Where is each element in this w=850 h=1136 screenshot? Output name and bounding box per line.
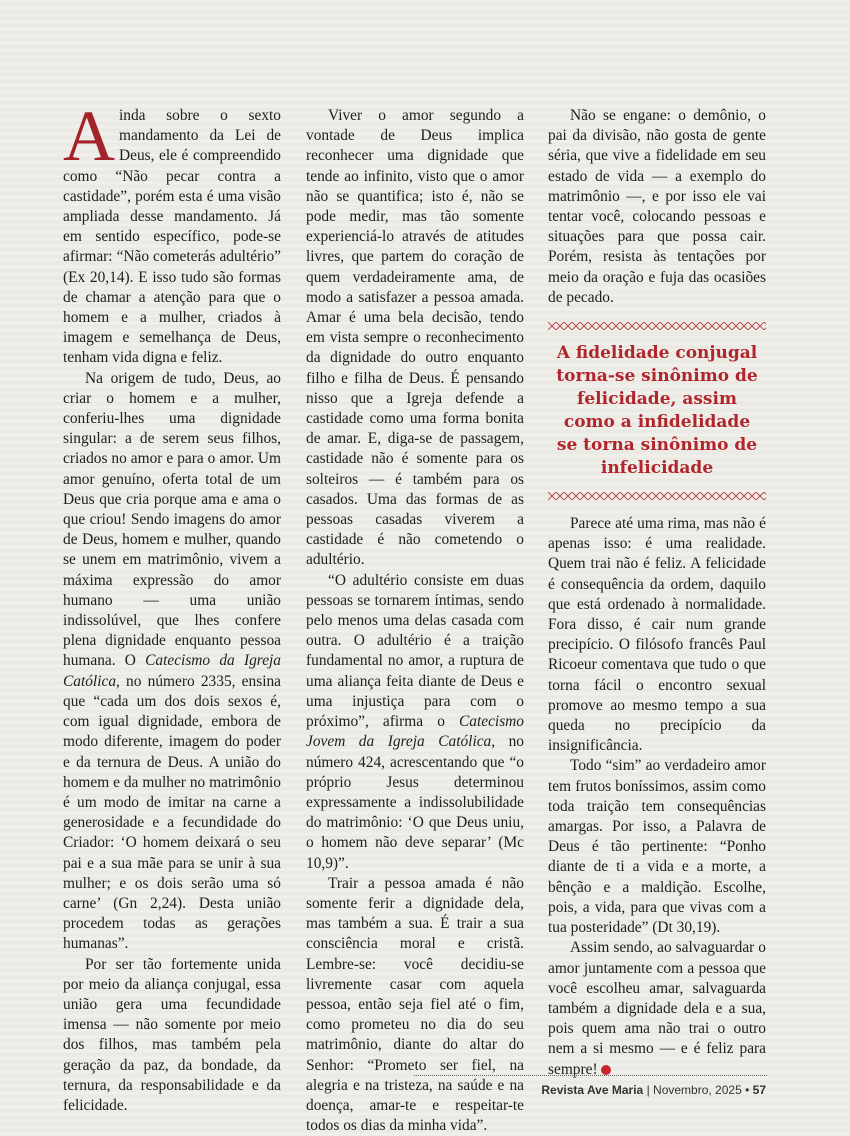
footer-divider xyxy=(414,1075,767,1076)
paragraph: Por ser tão fortemente unida por meio da aliança conjugal, essa união gera uma fecundidade imensa — não somente por meio dos filhos, mas também pela geração da paz, da bondade, da ternura, da responsabilidade e da felicidade. xyxy=(63,955,281,1114)
paragraph: Viver o amor segundo a vontade de Deus implica reconhecer uma dignidade que tende ao infinito, visto que o amor não se quantifica; isto é, não se pode medir, mas tão somente experienciá-lo através de atitudes livres, que partem do coração de quem verdadeiramente ama, de modo a satisfazer a pessoa amada. Amar é uma bela decisão, tendo em vista sempre o reconhecimento da dignidade do outro enquanto filho e filha de Deus. É pensando nisso que a Igreja defende a castidade como uma forma bonita de amar. E, diga-se de passagem, castidade não é somente para os solteiros — é também para os casados. Uma das formas de as pessoas casadas viverem a castidade é não cometendo o adultério. xyxy=(306,107,524,569)
paragraph: Na origem de tudo, Deus, ao criar o homem e a mulher, conferiu-lhes uma dignidade singular: a de serem seus filhos, criados no amor e para o amor. Um amor genuíno, oferta total de um Deus que cria porque ama e ama o que criou! Sendo imagens do amor de Deus, homem e mulher, quando se unem em matrimônio, vivem a máxima expressão do amor humano — uma união indissolúvel, que lhes confere plena dignidade enquanto pessoa humana. O Catecismo da Igreja Católica, no número 2335, ensina que “cada um dos dois sexos é, com igual dignidade, embora de modo diferente, imagem do poder e da ternura de Deus. A união do homem e da mulher no matrimônio é um modo de imitar na carne a generosidade e a fecundidade do Criador: ‘O homem deixará o seu pai e a sua mãe para se unir à sua mulher; e os dois serão uma só carne’ (Gn 2,24). Desta união procedem todas as gerações humanas”. xyxy=(63,369,281,953)
paragraph: “O adultério consiste em duas pessoas se tornarem íntimas, sendo pelo menos uma delas casada com outra. O adultério é a traição fundamental no amor, a ruptura de uma aliança feita diante de Deus e uma injustiça para com o próximo”, afirma o Catecismo Jovem da Igreja Católica, no número 424, acrescentando que “o próprio Jesus determinou expressamente a indissolubilidade do matrimônio: ‘O que Deus uniu, o homem não deve separar’ (Mc 10,9)”. xyxy=(306,571,524,872)
magazine-name: Revista Ave Maria xyxy=(541,1083,644,1097)
paragraph: Parece até uma rima, mas não é apenas isso: é uma realidade. Quem trai não é feliz. A felicidade é consequência da ordem, daquilo que está ordenado à normalidade. Fora disso, é cair num grande precipício. O filósofo francês Paul Ricoeur comentava que tudo o que torna fácil o encontro sexual promove ao mesmo tempo a sua queda no precipício da insignificância. xyxy=(548,515,766,755)
paragraph: Ainda sobre o sexto mandamento da Lei de Deus, ele é compreendido como “Não pecar contra a castidade”, porém esta é uma visão ampliada desse mandamento. Já em sentido específico, pode-se afirmar: “Não cometerás adultério” (Ex 20,14). E isso tudo são formas de chamar a atenção para que o homem e a mulher, criados à imagem e semelhança de Deus, tenham vida digna e feliz. xyxy=(63,96,281,367)
page-footer xyxy=(541,1083,766,1097)
pull-quote xyxy=(548,322,766,500)
book-title: Catecismo da Igreja Católica xyxy=(63,652,281,690)
article-column-1 xyxy=(63,96,281,1116)
paragraph: Não se engane: o demônio, o pai da divisão, não gosta de gente séria, que vive a fidelidade em seu estado de vida — a exemplo do matrimônio —, e por isso ele vai tentar você, colocando pessoas e situações para que possa cair. Porém, resista às tentações por meio da oração e fuja das ocasiões de pecado. xyxy=(548,107,766,306)
paragraph: Todo “sim” ao verdadeiro amor tem frutos boníssimos, assim como toda traição tem consequências amargas. Por isso, a Palavra de Deus é tão pertinente: “Ponho diante de ti a vida e a morte, a bênção e a maldição. Escolhe, pois, a vida, para que vivas com a tua posteridade” (Dt 30,19). xyxy=(548,757,766,937)
pull-quote-text: A fidelidade conjugal torna-se sinônimo de felicidade, assim como a infidelidade se torna sinônimo de infelicidade xyxy=(556,343,758,479)
book-title: Catecismo Jovem da Igreja Católica xyxy=(306,713,524,751)
paragraph: Trair a pessoa amada é não somente ferir a dignidade dela, mas também a sua. É trair a sua consciência moral e cristã. Lembre-se: você decidiu-se livremente casar com aquela pessoa, então seja fiel até o fim, como prometeu no dia do seu matrimônio, diante do altar do Senhor: “Prometo ser fiel, na alegria e na tristeza, na saúde e na doença, amar-te e respeitar-te todos os dias da minha vida”. xyxy=(306,874,524,1135)
footer-bullet: • xyxy=(745,1083,750,1097)
zigzag-divider xyxy=(548,322,766,330)
article-column-3 xyxy=(548,106,766,1080)
zigzag-divider xyxy=(548,492,766,500)
article-column-2 xyxy=(306,106,524,1136)
paragraph: Assim sendo, ao salvaguardar o amor juntamente com a pessoa que você escolheu amar, salvaguarda também a dignidade dela e a sua, pois quem ama não trai o outro nem a si mesmo — e é feliz para sempre! xyxy=(548,939,766,1078)
issue-date: Novembro, 2025 xyxy=(653,1083,742,1097)
drop-cap: A xyxy=(63,96,115,176)
page-number: 57 xyxy=(752,1083,766,1097)
footer-separator: | xyxy=(646,1083,650,1097)
end-mark-icon xyxy=(601,1065,611,1075)
